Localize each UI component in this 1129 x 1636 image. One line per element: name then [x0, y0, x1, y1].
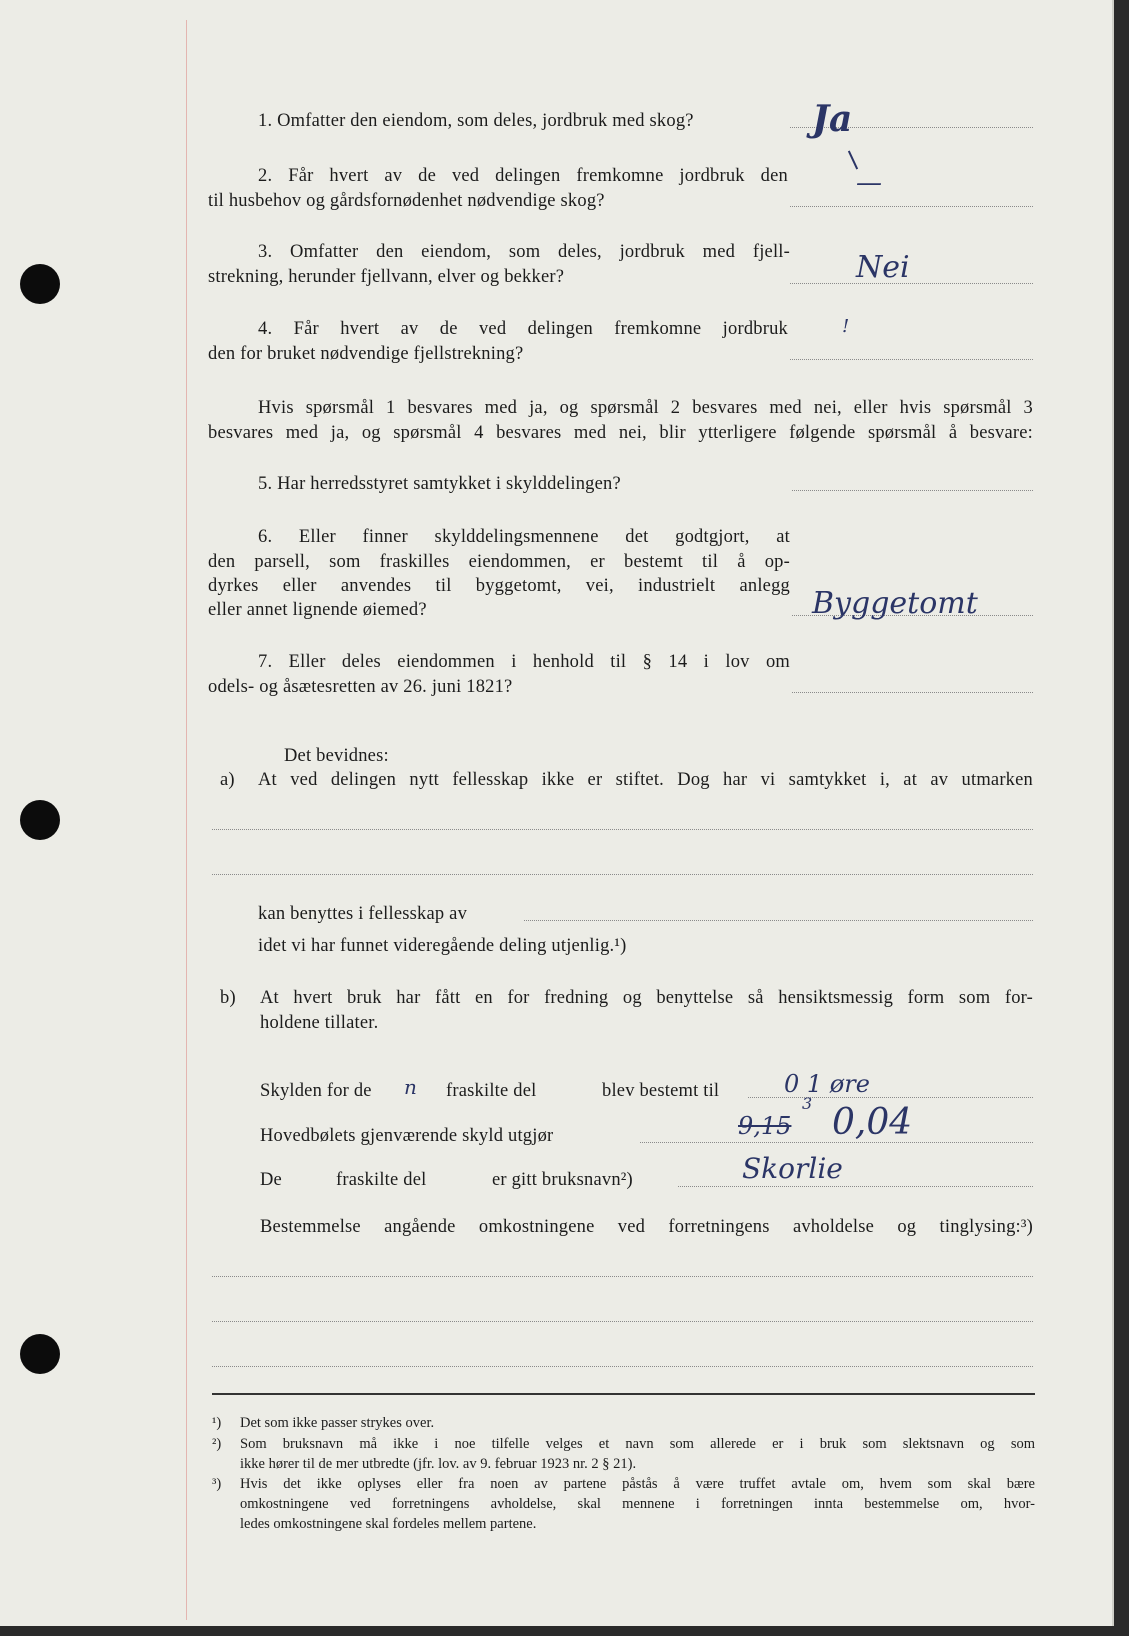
question-2-line-2: til husbehov og gårdsfornødenhet nødvendige skog?: [208, 191, 605, 211]
hoved-struck-value: 9,15: [738, 1112, 792, 1140]
question-4-line-1: 4. Får hvert av de ved delingen fremkomne jordbruk: [258, 319, 788, 339]
question-3-line-2: strekning, herunder fjellvann, elver og bekker?: [208, 267, 565, 287]
bruks-value-handwritten: Skorlie: [742, 1152, 843, 1185]
footnote-3-line-3: ledes omkostningene skal fordeles mellem partene.: [240, 1516, 537, 1532]
question-7-line-2: odels- og åsætesretten av 26. juni 1821?: [208, 677, 513, 697]
footnote-2-mark: ²): [212, 1436, 222, 1452]
answer-line-2: [790, 206, 1033, 207]
bruks-suffix: er gitt bruksnavn²): [492, 1170, 633, 1190]
item-a-reason: idet vi har funnet videregående deling utjenlig.¹): [258, 936, 627, 956]
footnote-2-line-2: ikke hører til de mer utbredte (jfr. lov. av 9. februar 1923 nr. 2 § 21).: [240, 1456, 637, 1472]
hoved-value-handwritten: 0,04: [832, 1102, 913, 1143]
question-3-line-1: 3. Omfatter den eiendom, som deles, jordbruk med fjell-: [258, 242, 790, 262]
blank-line-a1: [212, 829, 1033, 830]
condition-line-1: Hvis spørsmål 1 besvares med ja, og spørsmål 2 besvares med nei, eller hvis spørsmål 3: [258, 398, 1033, 418]
footnote-3-mark: ³): [212, 1476, 222, 1492]
question-1: 1. Omfatter den eiendom, som deles, jordbruk med skog?: [258, 111, 694, 131]
answer-line-4: [790, 359, 1033, 360]
blank-line-a2: [212, 874, 1033, 875]
skyld-prefix: Skylden for de: [260, 1081, 372, 1101]
item-b-label: b): [220, 988, 236, 1008]
question-6-line-2: den parsell, som fraskilles eiendommen, er bestemt til å op-: [208, 552, 790, 572]
footnote-2-line-1: Som bruksnavn må ikke i noe tilfelle velges et navn som allerede er i bruk som slektsnavn og som: [240, 1436, 1035, 1452]
footnote-1-text: Det som ikke passer strykes over.: [240, 1415, 435, 1431]
question-5: 5. Har herredsstyret samtykket i skylddelingen?: [258, 474, 621, 494]
question-6-line-3: dyrkes eller anvendes til byggetomt, vei, industrielt anlegg: [208, 576, 790, 596]
question-6-line-1: 6. Eller finner skylddelingsmennene det godtgjort, at: [258, 527, 790, 547]
answer-2-handwritten: —: [856, 168, 882, 198]
certification-heading: Det bevidnes:: [284, 746, 389, 766]
answer-line-7: [792, 692, 1033, 693]
costs-line-2: [212, 1321, 1033, 1322]
answer-6-handwritten: Byggetomt: [812, 586, 978, 621]
costs-line-3: [212, 1366, 1033, 1367]
answer-line-3: [790, 283, 1033, 284]
margin-line: [186, 20, 187, 1620]
skyld-struck: n: [404, 1075, 417, 1099]
answer-3-handwritten: Nei: [856, 250, 910, 285]
answer-line-5: [792, 490, 1033, 491]
hoved-label: Hovedbølets gjenværende skyld utgjør: [260, 1126, 554, 1146]
question-4-line-2: den for bruket nødvendige fjellstrekning?: [208, 344, 524, 364]
punch-hole-top: [20, 264, 60, 304]
question-6-line-4: eller annet lignende øiemed?: [208, 600, 427, 620]
footnote-rule: [212, 1393, 1035, 1395]
item-b-line-2: holdene tillater.: [260, 1013, 379, 1033]
punch-hole-bottom: [20, 1334, 60, 1374]
bruks-line: [678, 1186, 1033, 1187]
punch-hole-middle: [20, 800, 60, 840]
costs-line-1: [212, 1276, 1033, 1277]
skyld-suffix: blev bestemt til: [602, 1081, 720, 1101]
bruks-de: De: [260, 1170, 282, 1190]
bruks-middle: fraskilte del: [336, 1170, 427, 1190]
blank-line-a3: [524, 920, 1033, 921]
item-a-shared: kan benyttes i fellesskap av: [258, 904, 468, 924]
answer-1-handwritten: Ja: [812, 98, 853, 140]
question-2-line-1: 2. Får hvert av de ved delingen fremkomne jordbruk den: [258, 166, 788, 186]
answer-4-handwritten: !: [842, 316, 850, 337]
item-a-label: a): [220, 770, 235, 790]
answer-1-stroke: [848, 151, 858, 170]
condition-line-2: besvares med ja, og spørsmål 4 besvares med nei, blir ytterligere følgende spørsmål å besvare:: [208, 423, 1033, 443]
skyld-value-handwritten: 0 1 øre: [784, 1070, 870, 1098]
hoved-superscript: 3: [802, 1094, 813, 1113]
item-b-line-1: At hvert bruk har fått en for fredning og benyttelse så hensiktsmessig form som for-: [260, 988, 1033, 1008]
question-7-line-1: 7. Eller deles eiendommen i henhold til § 14 i lov om: [258, 652, 790, 672]
item-a-text: At ved delingen nytt fellesskap ikke er stiftet. Dog har vi samtykket i, at av utmarken: [258, 770, 1033, 790]
skyld-middle: fraskilte del: [446, 1081, 537, 1101]
costs-label: Bestemmelse angående omkostningene ved forretningens avholdelse og tinglysing:³): [260, 1217, 1033, 1237]
footnote-3-line-1: Hvis det ikke oplyses eller fra noen av partene påstås å være truffet avtale om, hvem som skal bære: [240, 1476, 1035, 1492]
footnote-1-mark: ¹): [212, 1415, 222, 1431]
footnote-3-line-2: omkostningene ved forretningens avholdelse, skal mennene i forretningen innta bestemmelse om, hvor-: [240, 1496, 1035, 1512]
